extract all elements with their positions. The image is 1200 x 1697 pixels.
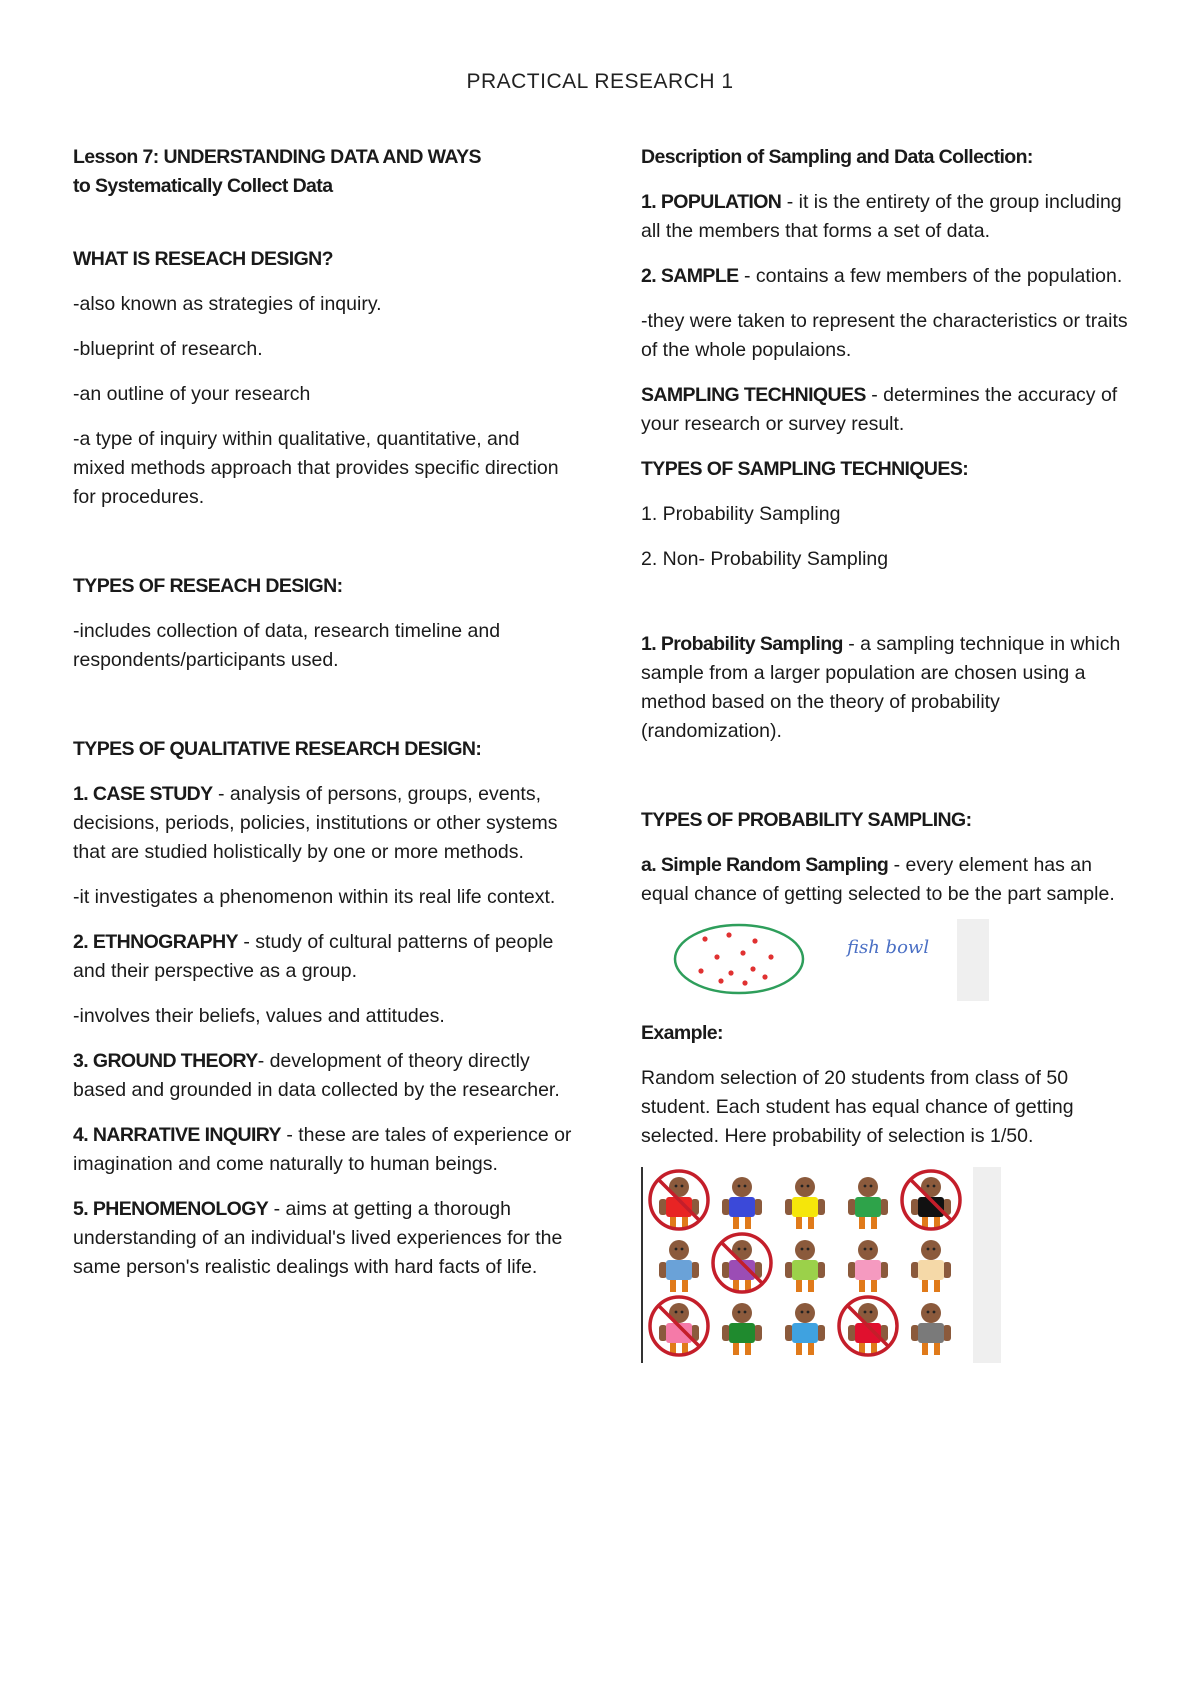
fishbowl-dot <box>714 954 719 959</box>
sample-desc: - contains a few members of the population. <box>738 265 1123 287</box>
fishbowl-dots <box>698 932 773 985</box>
qualitative-heading: TYPES OF QUALITATIVE RESEARCH DESIGN: <box>73 738 482 760</box>
design-desc: - aims at getting a thorough understanding of an individual's lived experiences for the same person's realistic dealings with hard facts of life. <box>73 1198 563 1278</box>
lesson-title-line1: Lesson 7: UNDERSTANDING DATA AND WAYS <box>73 146 481 168</box>
techniques-term: SAMPLING TECHNIQUES <box>641 384 866 406</box>
probability-desc: - a sampling technique in which sample from a larger population are chosen using a method based on the theory of probability (randomization). <box>641 633 1121 742</box>
techniques-desc: - determines the accuracy of your research or survey result. <box>641 384 1118 435</box>
lesson-title-line2: to Systematically Collect Data <box>73 175 333 197</box>
technique-item: 2. Non- Probability Sampling <box>641 548 889 570</box>
design-note: -involves their beliefs, values and attitudes. <box>73 1005 445 1027</box>
types-text: -includes collection of data, research timeline and respondents/participants used. <box>73 620 501 671</box>
fishbowl-illustration <box>641 919 989 1001</box>
students-grid <box>643 1167 973 1363</box>
student-figure <box>785 1240 825 1292</box>
fishbowl-dot <box>752 938 757 943</box>
student-figure <box>848 1240 888 1292</box>
what-is-point-1: -also known as strategies of inquiry. <box>73 293 382 315</box>
design-term: 4. NARRATIVE INQUIRY <box>73 1124 281 1146</box>
student-figure <box>722 1303 762 1355</box>
student-figure <box>785 1303 825 1355</box>
technique-item: 1. Probability Sampling <box>641 503 841 525</box>
srs-desc: - every element has an equal chance of getting selected to be the part sample. <box>641 854 1115 905</box>
left-column <box>73 143 573 1298</box>
fishbowl-dot <box>740 950 745 955</box>
students-illustration <box>641 1167 1001 1363</box>
design-term: 1. CASE STUDY <box>73 783 213 805</box>
what-is-heading: WHAT IS RESEACH DESIGN? <box>73 248 333 270</box>
fishbowl-dot <box>702 936 707 941</box>
types-heading: TYPES OF RESEACH DESIGN: <box>73 575 343 597</box>
srs-definition <box>641 851 1141 909</box>
sample-term: 2. SAMPLE <box>641 265 739 287</box>
design-phenomenology <box>73 1195 573 1282</box>
what-is-point-2: -blueprint of research. <box>73 338 263 360</box>
sampling-heading: Description of Sampling and Data Collection: <box>641 146 1033 168</box>
design-desc: - study of cultural patterns of people and their perspective as a group. <box>73 931 554 982</box>
design-ethnography <box>73 928 573 986</box>
student-figure <box>722 1177 762 1229</box>
right-column <box>641 143 1141 1363</box>
page-header: PRACTICAL RESEARCH 1 <box>466 70 734 93</box>
techniques-definition <box>641 381 1141 439</box>
fishbowl-dot <box>768 954 773 959</box>
design-case-study <box>73 780 573 867</box>
student-figure <box>650 1171 708 1229</box>
fishbowl-dot <box>742 980 747 985</box>
student-figure <box>848 1177 888 1229</box>
example-heading: Example: <box>641 1022 723 1044</box>
lesson-title <box>73 143 573 201</box>
student-figure <box>911 1303 951 1355</box>
design-term: 2. ETHNOGRAPHY <box>73 931 238 953</box>
student-figure <box>713 1234 771 1292</box>
srs-term: a. Simple Random Sampling <box>641 854 889 876</box>
student-figure <box>911 1240 951 1292</box>
design-term: 3. GROUND THEORY <box>73 1050 258 1072</box>
design-narrative-inquiry <box>73 1121 573 1179</box>
types-probability-heading: TYPES OF PROBABILITY SAMPLING: <box>641 809 972 831</box>
probability-definition <box>641 630 1141 746</box>
sample-definition <box>641 262 1141 291</box>
types-techniques-heading: TYPES OF SAMPLING TECHNIQUES: <box>641 458 969 480</box>
population-term: 1. POPULATION <box>641 191 782 213</box>
what-is-point-3: -an outline of your research <box>73 383 311 405</box>
sample-note: -they were taken to represent the characteristics or traits of the whole populaions. <box>641 310 1128 361</box>
student-figure <box>650 1297 708 1355</box>
student-figure <box>902 1171 960 1229</box>
fishbowl-drawing <box>641 919 989 1001</box>
example-text: Random selection of 20 students from class of 50 student. Each student has equal chance of getting selected. Here probability of selection is 1/50. <box>641 1067 1074 1147</box>
what-is-point-4: -a type of inquiry within qualitative, quantitative, and mixed methods approach that provides specific direction for procedures. <box>73 428 559 508</box>
design-desc: - these are tales of experience or imagination and come naturally to human beings. <box>73 1124 572 1175</box>
fishbowl-dot <box>726 932 731 937</box>
design-ground-theory <box>73 1047 573 1105</box>
fishbowl-dot <box>698 968 703 973</box>
fishbowl-dot <box>750 966 755 971</box>
population-definition <box>641 188 1141 246</box>
design-note: -it investigates a phenomenon within its real life context. <box>73 886 556 908</box>
student-figure <box>659 1240 699 1292</box>
probability-term: 1. Probability Sampling <box>641 633 843 655</box>
student-figure <box>839 1297 897 1355</box>
fishbowl-dot <box>762 974 767 979</box>
design-desc: - analysis of persons, groups, events, decisions, periods, policies, institutions or other systems that are studied holistically by one or more methods. <box>73 783 558 863</box>
design-term: 5. PHENOMENOLOGY <box>73 1198 269 1220</box>
student-figure <box>785 1177 825 1229</box>
population-desc: - it is the entirety of the group including all the members that forms a set of data. <box>641 191 1122 242</box>
fishbowl-outline <box>675 925 803 993</box>
design-desc: - development of theory directly based and grounded in data collected by the researcher. <box>73 1050 560 1101</box>
fishbowl-label: fish bowl <box>847 937 930 958</box>
fishbowl-dot <box>728 970 733 975</box>
fishbowl-dot <box>718 978 723 983</box>
